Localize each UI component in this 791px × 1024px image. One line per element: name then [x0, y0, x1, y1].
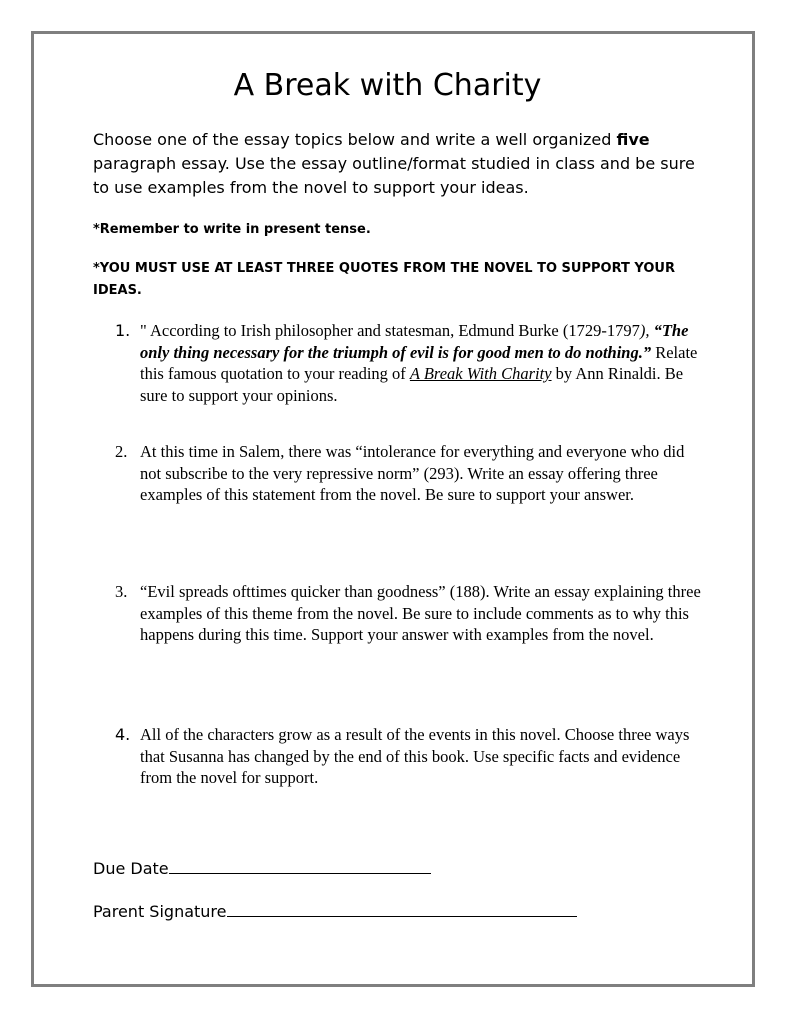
instructions-text-end: paragraph essay. Use the essay outline/format studied in class and be sure to use examples from the novel to support your ideas. [93, 154, 695, 197]
parent-signature-blank[interactable] [227, 901, 577, 917]
parent-signature-label: Parent Signature [93, 902, 227, 921]
instructions-text-start: Choose one of the essay topics below and write a well organized [93, 130, 617, 149]
instructions-bold-word: five [616, 130, 650, 149]
burke-quote: “The only thing necessary for the triumph of evil is for good men to do nothing.” [140, 321, 689, 362]
due-date-label: Due Date [93, 859, 169, 878]
page-title: A Break with Charity [233, 68, 542, 103]
topic-text-part: by Ann Rinaldi. Be sure to support your opinions. [140, 364, 684, 405]
topic-text: “Evil spreads ofttimes quicker than goodness” (188). Write an essay explaining three examples of this theme from the novel. Be sure to include comments as to why this happens during this time. Support your answer with examples from the novel. [140, 582, 701, 644]
topic-text-part: ), [639, 321, 654, 340]
topic-text-part: Relate this famous quotation to your reading of [140, 342, 698, 383]
parent-signature-field [93, 901, 577, 921]
instructions-paragraph [93, 128, 713, 200]
quotes-requirement-note: *YOU MUST USE AT LEAST THREE QUOTES FROM THE NOVEL TO SUPPORT YOUR IDEAS. [93, 261, 675, 298]
topic-text: At this time in Salem, there was “intolerance for everything and everyone who did not subscribe to the very repressive norm” (293). Write an essay offering three examples of this statement from the novel. Be sure to support your answer. [140, 442, 685, 504]
essay-topic-4 [115, 724, 705, 789]
topic-number: 2. [115, 442, 128, 461]
topic-text [140, 320, 705, 406]
due-date-field [93, 858, 431, 878]
topic-number: 1. [115, 321, 131, 340]
present-tense-note: *Remember to write in present tense. [93, 222, 371, 237]
book-title: A Break With Charity [409, 364, 552, 383]
topic-text-part: " According to Irish philosopher and statesman, Edmund Burke (1729-1797 [140, 321, 640, 340]
essay-topic-2 [115, 441, 705, 506]
due-date-blank[interactable] [169, 858, 431, 874]
topic-text: All of the characters grow as a result of the events in this novel. Choose three ways that Susanna has changed by the end of this book. Use specific facts and evidence from the novel for support. [140, 725, 690, 787]
topic-number: 4. [115, 725, 131, 744]
topic-number: 3. [115, 582, 128, 601]
essay-topic-3 [115, 581, 705, 646]
essay-topic-1 [115, 320, 705, 406]
